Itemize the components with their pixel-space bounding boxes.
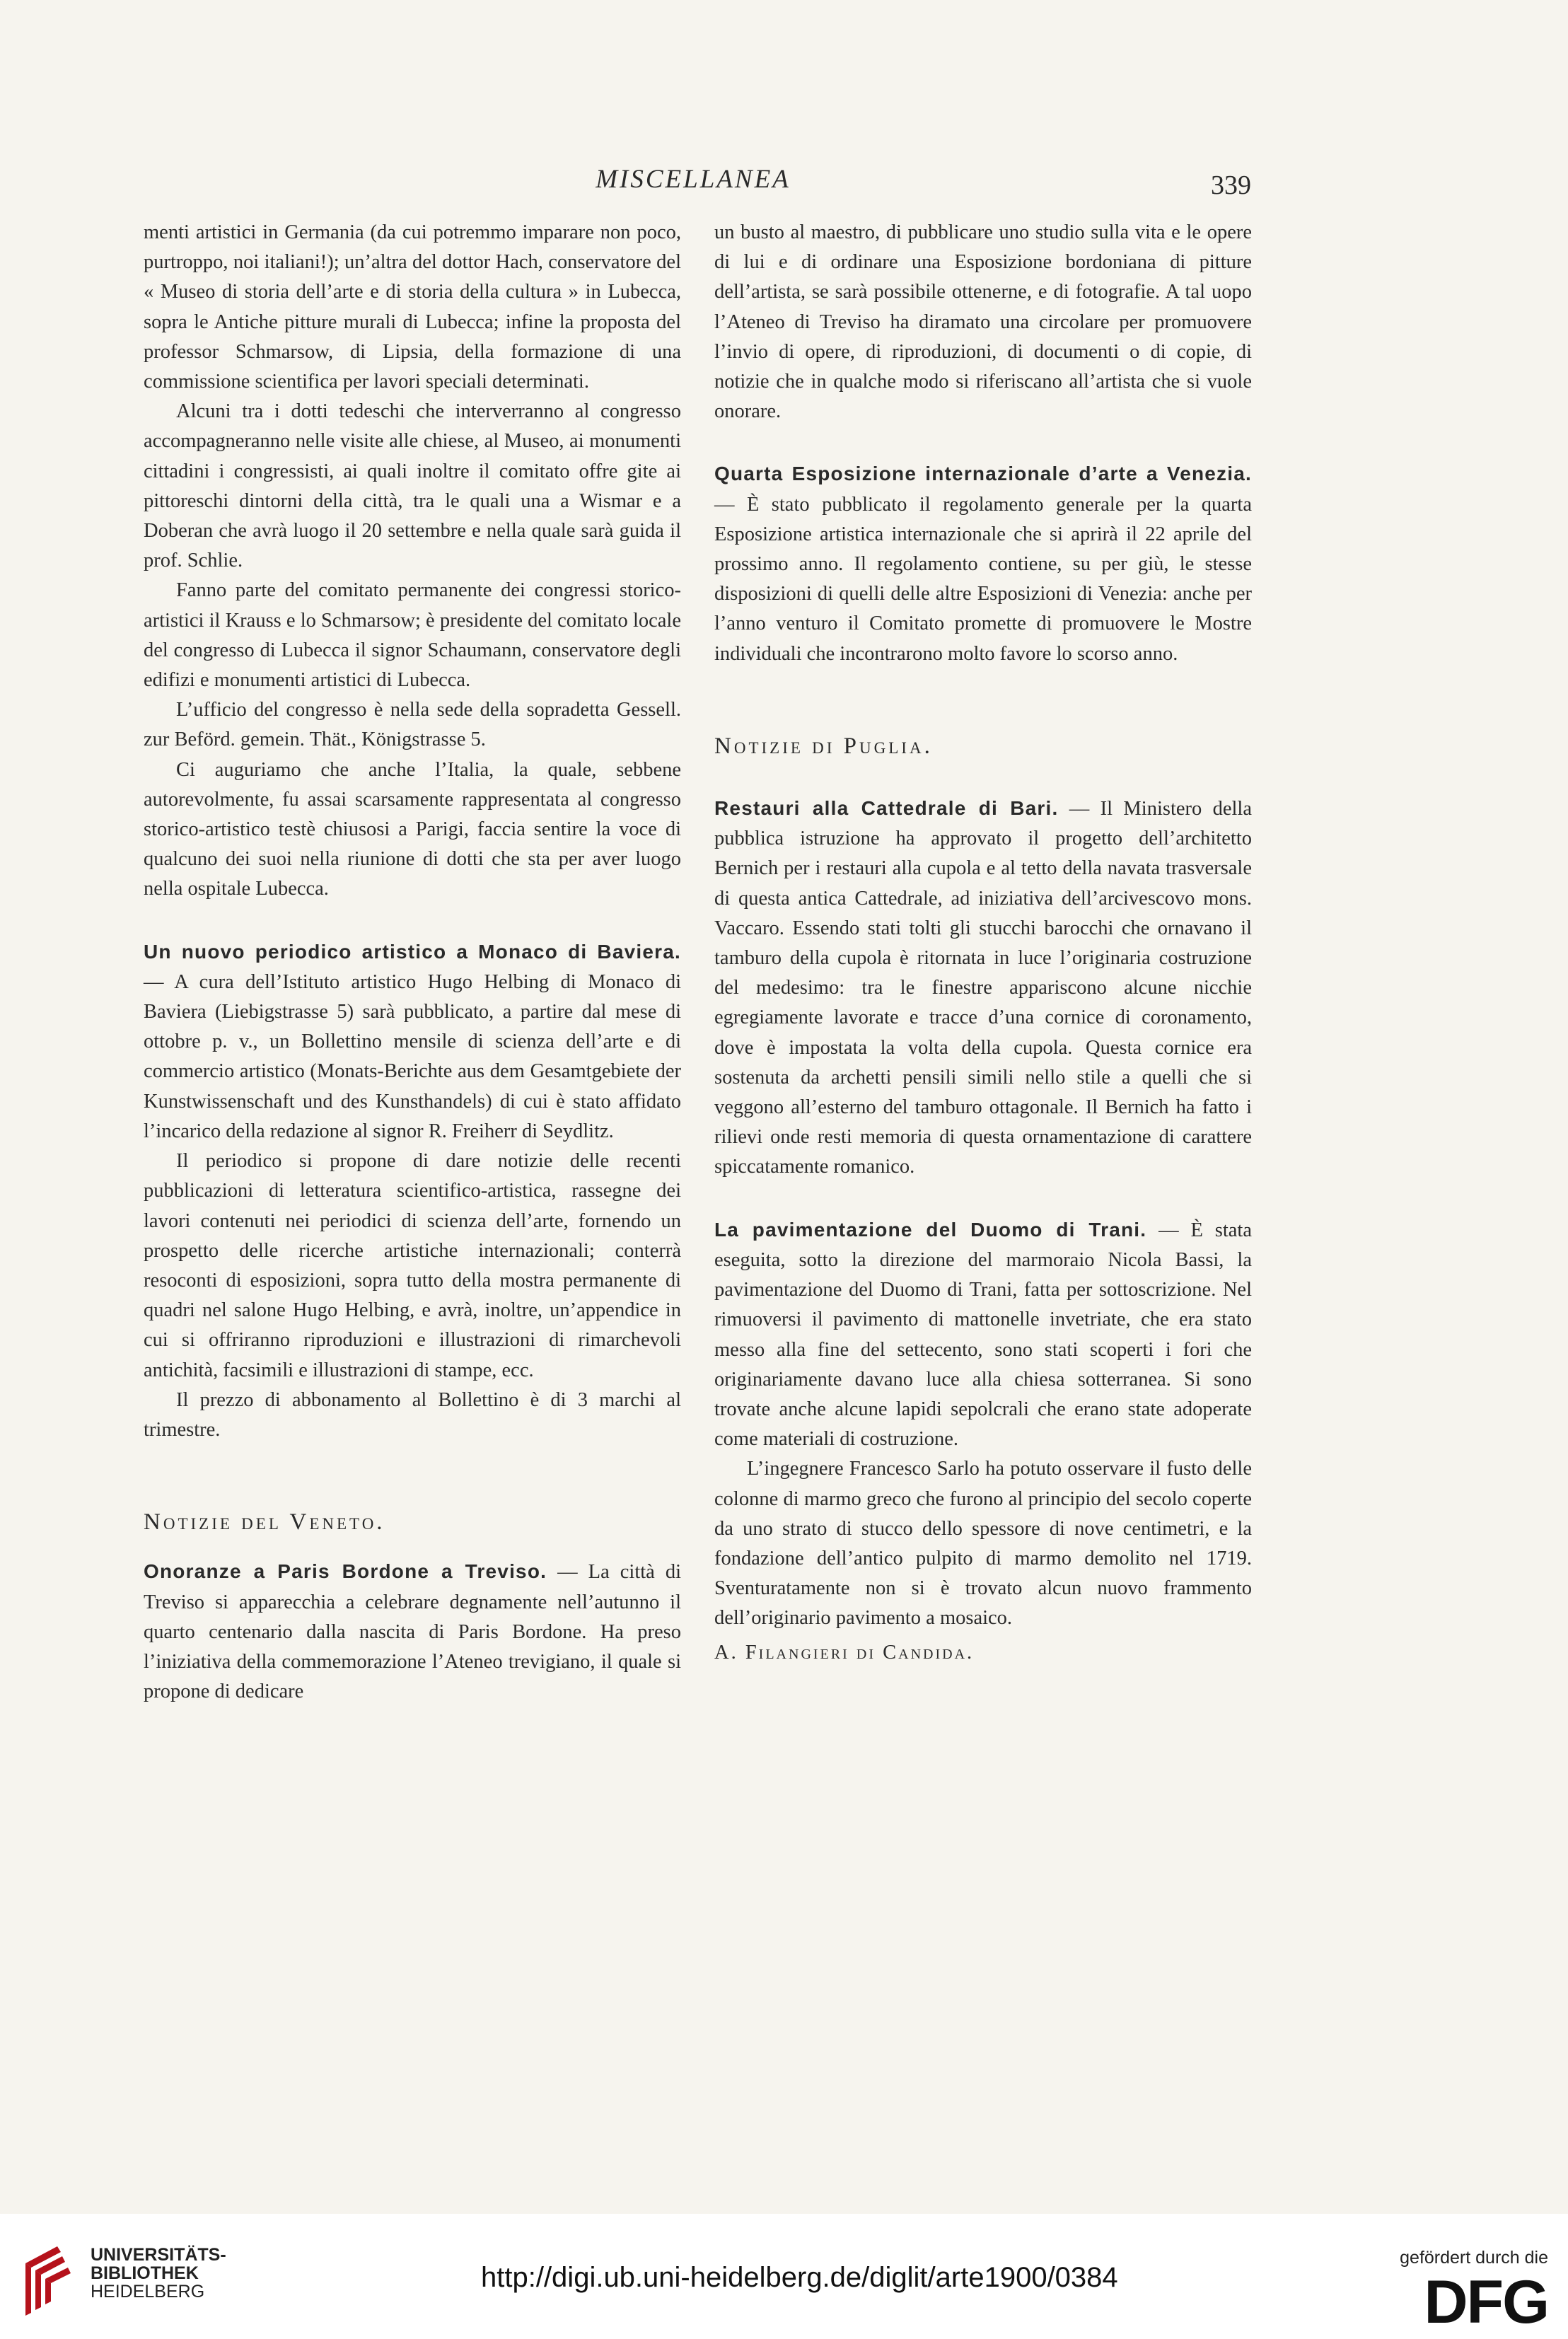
library-logo-icon bbox=[18, 2242, 82, 2320]
dfg-logo: DFG bbox=[1424, 2268, 1548, 2336]
paragraph: L’ufficio del congresso è nella sede della sopradetta Gessell. zur Beförd. gemein. Thät., Königstrasse 5. bbox=[144, 699, 681, 751]
article-text: — È stata eseguita, sotto la direzione del marmoraio Nicola Bassi, la pavimentazione del Duomo di Trani, fatta per sottoscrizione. Nel rimuoversi il pavimento di mattonelle invetriate, che era stato messo alla fine del settecento, sono stati scoperti i fori che originariamente davano luce alla chiesa sotterranea. Si sono trovate anche alcune lapidi sepolcrali che erano state adoperate come materiali di costruzione. bbox=[714, 1219, 1252, 1451]
article-text: — A cura dell’Istituto artistico Hugo Helbing di Monaco di Baviera (Liebigstrasse 5) sarà pubblicato, a partire dal mese di ottobre p. v., un Bollettino mensile di scienza dell’arte e di commercio artistico (Monats-Berichte aus dem Gesamtgebiete der Kunstwissenschaft und des Kunsthandels) di cui è stato affidato l’incarico della redazione al signor R. Freiherr di Seydlitz. bbox=[144, 970, 681, 1142]
library-name bbox=[91, 2246, 226, 2301]
article-text: — Il Ministero della pubblica istruzione ha approvato il progetto dell’architetto Bernich per i restauri alla cupola e al tetto della navata trasversale di questa antica Cattedrale, ad iniziativa dell’arcivescovo mons. Vaccaro. Essendo stati tolti gli stucchi barocchi che ornavano il tamburo della cupola è ritornata in luce l’originaria costruzione del medesimo: tra le finestre appariscono alcune nicchie egregiamente lavorate e tracce d’una cornice di coronamento, dove è impostata la volta della cupola. Questa cornice era sostenuta da archetti pensili simili nello stile a quelli che si veggono all’esterno del tamburo ottagonale. Il Bernich ha fatto i rilievi onde resti memoria di questa ornamentazione di carattere spiccatamente romanico. bbox=[714, 798, 1252, 1178]
right-column bbox=[714, 218, 1252, 1668]
paragraph: Alcuni tra i dotti tedeschi che interverranno al congresso accompagneranno nelle visite alle chiese, al Museo, ai monumenti cittadini i congressisti, ai quali inoltre il comitato offre gite ai pittoreschi dintorni della città, tra le quali una a Wismar e a Doberan che avrà luogo il 20 settembre e nella quale sarà guida il prof. Schlie. bbox=[144, 400, 681, 572]
section-title: Notizie di Puglia. bbox=[714, 733, 933, 759]
page-number: 339 bbox=[1211, 170, 1251, 200]
article-heading: Quarta Esposizione internazionale d’arte a Venezia. bbox=[714, 463, 1252, 485]
article-paragraph bbox=[144, 1557, 681, 1707]
paragraph: un busto al maestro, di pubblicare uno studio sulla vita e le opere di lui e di ordinare una Esposizione bordoniana di pitture dell’artista, se sarà possibile ottenerne, e di fotografie. A tal uopo l’Ateneo di Treviso ha diramato una circolare per promuovere l’invio di opere, di riproduzioni, di documenti o di copie, di notizie che in qualche modo si riferiscano all’artista che si vuole onorare. bbox=[714, 221, 1252, 423]
library-name-line: BIBLIOTHEK bbox=[91, 2263, 199, 2283]
paragraph: Il prezzo di abbonamento al Bollettino è di 3 marchi al trimestre. bbox=[144, 1388, 681, 1441]
paragraph: Fanno parte del comitato permanente dei congressi storico-artistici il Krauss e lo Schmarsow; è presidente del comitato locale del congresso di Lubecca il signor Schaumann, conservatore degli edifizi e monumenti artistici di Lubecca. bbox=[144, 579, 681, 692]
article-heading: Un nuovo periodico artistico a Monaco di Baviera. bbox=[144, 940, 681, 963]
article-paragraph bbox=[714, 794, 1252, 1183]
library-name-line: UNIVERSITÄTS- bbox=[91, 2245, 226, 2265]
article-paragraph bbox=[714, 459, 1252, 668]
section-title: Notizie del Veneto. bbox=[144, 1509, 385, 1536]
article-heading: La pavimentazione del Duomo di Trani. bbox=[714, 1218, 1147, 1241]
article-paragraph bbox=[144, 937, 681, 1147]
paragraph: Il periodico si propone di dare notizie delle recenti pubblicazioni di letteratura scientifico-artistica, rassegne dei lavori contenuti nei periodici di scienza dell’arte, fornendo un prospetto delle ricerche artistiche internazionali; conterrà resoconti di esposizioni, sopra tutto della mostra permanente di quadri nel salone Hugo Helbing, e avrà, inoltre, un’appendice in cui si offriranno riproduzioni e illustrazioni di rimarchevoli antichità, facsimili e illustrazioni di stampe, ecc. bbox=[144, 1150, 681, 1381]
footer-bar bbox=[0, 2214, 1568, 2339]
article-heading: Onoranze a Paris Bordone a Treviso. bbox=[144, 1560, 547, 1583]
article-paragraph bbox=[714, 1215, 1252, 1455]
paragraph: menti artistici in Germania (da cui potremmo imparare non poco, purtroppo, noi italiani!); un’altra del dottor Hach, conservatore del « Museo di storia dell’arte e di storia della cultura » in Lubecca, sopra le Antiche pitture murali di Lubecca; infine la proposta del professor Schmarsow, di Lipsia, della formazione di una commissione scientifica per lavori speciali determinati. bbox=[144, 221, 681, 393]
funding-caption: gefördert durch die bbox=[1400, 2248, 1548, 2268]
permalink-url[interactable]: http://digi.ub.uni-heidelberg.de/diglit/arte1900/0384 bbox=[481, 2262, 1118, 2293]
left-column bbox=[144, 218, 681, 1707]
paragraph: L’ingegnere Francesco Sarlo ha potuto osservare il fusto delle colonne di marmo greco che furono al principio del secolo coperte da uno strato di stucco dello spessore di nove centimetri, e la fondazione dell’antico pulpito di marmo demolito nel 1719. Sventuratamente non si è trovato alcun nuovo frammento dell’originario pavimento a mosaico. bbox=[714, 1458, 1252, 1630]
article-heading: Restauri alla Cattedrale di Bari. bbox=[714, 797, 1059, 820]
article-text: — La città di Treviso si apparecchia a celebrare degnamente nell’autunno il quarto centenario dalla nascita di Paris Bordone. Ha preso l’iniziativa della commemorazione l’Ateneo trevigiano, il quale si propone di dedicare bbox=[144, 1561, 682, 1703]
author-signature: A. Filangieri di Candida. bbox=[714, 1641, 975, 1664]
library-name-line: HEIDELBERG bbox=[91, 2282, 205, 2302]
paragraph: Ci auguriamo che anche l’Italia, la quale, sebbene autorevolmente, fu assai scarsamente rappresentata al congresso storico-artistico testè chiusosi a Parigi, faccia sentire la voce di qualcuno dei suoi nella riunione di dotti che sta per aver luogo nella ospitale Lubecca. bbox=[144, 758, 681, 900]
article-text: — È stato pubblicato il regolamento generale per la quarta Esposizione artistica internazionale che si aprirà il 22 aprile del prossimo anno. Il regolamento contiene, su per giù, le stesse disposizioni di quelli delle altre Esposizioni di Venezia: anche per l’anno venturo il Comitato promette di promuovere le Mostre individuali che incontrarono molto favore lo scorso anno. bbox=[714, 493, 1252, 665]
running-title: MISCELLANEA bbox=[596, 165, 791, 194]
